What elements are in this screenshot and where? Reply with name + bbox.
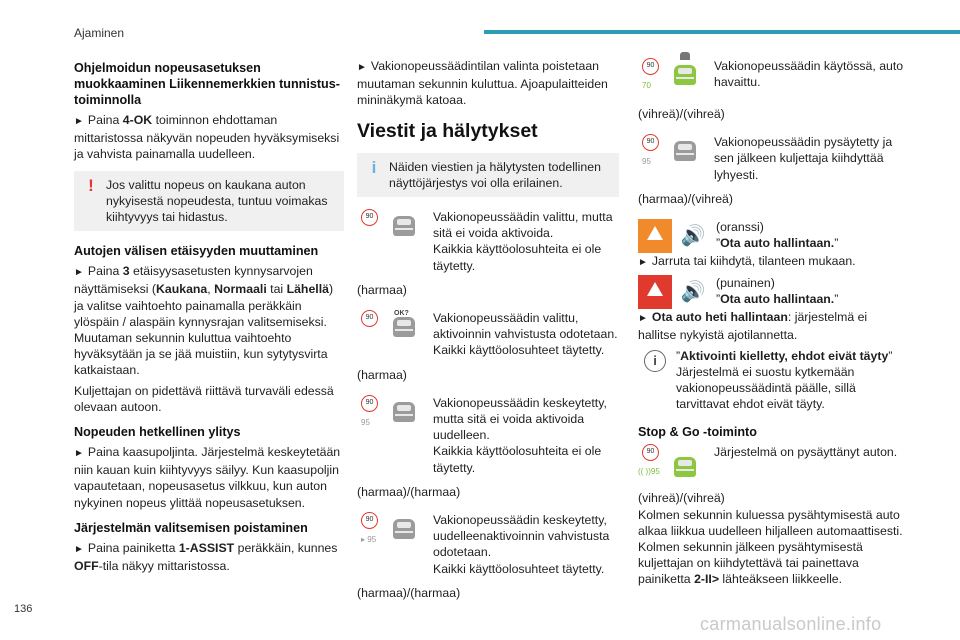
warning-triangle-icon xyxy=(638,219,672,253)
car-icon xyxy=(393,399,415,425)
watermark: carmanualsonline.info xyxy=(700,614,882,634)
warning-orange xyxy=(638,219,908,253)
warning-text: (punainen) ”Ota auto hallintaan.” xyxy=(716,276,839,307)
warning-triangle-icon xyxy=(638,275,672,309)
speed-limit-icon: 90 xyxy=(361,310,378,327)
speed-limit-icon: 90 xyxy=(361,512,378,529)
car-icon xyxy=(674,138,696,164)
paragraph: Kolmen sekunnin kuluessa pysähtymisestä auto alkaa liikkua uudelleen hiljalleen automaattisesti. Kolmen sekunnin jälkeen pysähtymisestä kuljettajan on kiihdytettävä tai painettava painiketta 2-II> lähteäkseen liikkeelle. xyxy=(638,507,903,587)
cruise-display-icon xyxy=(638,134,714,174)
message-text: Järjestelmä on pysäyttänyt auton. xyxy=(714,445,898,460)
paragraph: ► Ota auto heti hallintaan: järjestelmä ei hallitse nykyistä ajotilannetta. xyxy=(638,310,868,343)
section-heading: Stop & Go -toiminto xyxy=(638,425,757,440)
cruise-display-icon xyxy=(357,310,433,350)
warning-note: ! Jos valittu nopeus on kaukana auton nykyisestä nopeudesta, tuntuu voimakas kiihtyvyys tai hidastus. xyxy=(74,171,344,232)
car-icon xyxy=(674,454,696,480)
cruise-display-icon xyxy=(638,58,714,98)
cruise-message xyxy=(357,512,619,577)
paragraph: Kuljettajan on pidettävä riittävä turvaväli edessä olevaan autoon. xyxy=(74,383,334,414)
cruise-display-icon xyxy=(638,444,714,484)
arrow-bullet-icon: ► xyxy=(638,257,648,269)
paragraph: ► Jarruta tai kiihdytä, tilanteen mukaan. xyxy=(638,254,856,269)
message-text: Vakionopeussäädin keskeytetty, mutta sitä ei voida aktivoida uudelleen. Kaikkia käyttöolosuhteita ei ole täytetty. xyxy=(433,395,607,475)
paragraph: ► Vakionopeussäädintilan valinta poistetaan muutaman sekunnin kuluttua. Ajoapulaitteiden mininäkymä katoaa. xyxy=(357,59,608,108)
car-icon xyxy=(393,516,415,542)
state-label: (vihreä)/(vihreä) xyxy=(638,491,725,506)
paragraph: ► Paina 3 etäisyysasetusten kynnysarvojen näyttämiseksi (Kaukana, Normaali tai Lähellä) ja valitse vaihtoehto painamalla peräkkäin ylöspäin / alaspäin kynnysrajan valitsemiseksi. Muutaman sekunnin kuluttua vaihtoehto hyväksytään ja se jää muistiin, kun sytytysvirta katkaistaan. xyxy=(74,264,334,378)
column-2 xyxy=(357,58,619,613)
speed-limit-icon: 90 xyxy=(361,209,378,226)
arrow-bullet-icon: ► xyxy=(74,448,84,460)
set-speed-label: 95 xyxy=(642,157,651,167)
arrow-bullet-icon: ► xyxy=(357,62,367,73)
arrow-bullet-icon: ► xyxy=(74,543,84,555)
state-label: (harmaa)/(harmaa) xyxy=(357,585,461,600)
warning-red xyxy=(638,275,908,309)
info-note: i Näiden viestien ja hälytysten todellinen näyttöjärjestys voi olla erilainen. xyxy=(357,153,619,197)
cruise-message xyxy=(357,310,619,359)
cruise-display-icon xyxy=(357,512,433,552)
message-list xyxy=(357,209,619,601)
cruise-display-icon xyxy=(357,209,433,249)
message-text: Vakionopeussäädin keskeytetty, uudelleenaktivoinnin vahvistusta odotetaan. Kaikki käyttöolosuhteet täytetty. xyxy=(433,513,610,576)
cruise-message xyxy=(357,395,619,476)
speed-limit-icon: 90 xyxy=(361,395,378,412)
paragraph: ► Paina 4-OK toiminnon ehdottaman mittaristossa näkyvän nopeuden hyväksymiseksi ja vahvista painamalla uudelleen. xyxy=(74,113,340,162)
speaker-icon: 🔊 xyxy=(680,281,706,304)
ok-question-label: OK? xyxy=(394,310,409,318)
info-activation xyxy=(638,348,908,413)
arrow-bullet-icon: ► xyxy=(74,267,84,279)
speed-limit-icon: 90 xyxy=(642,444,659,461)
paragraph: ► Paina kaasupoljinta. Järjestelmä keskeytetään niin kauan kuin kiihtyvyys säilyy. Kun kaasupoljin vapautetaan, nopeusasetus vilkkuu, kun auton nykyinen nopeus ylittää nopeusasetuksen. xyxy=(74,445,341,510)
state-label: (vihreä)/(vihreä) xyxy=(638,107,725,121)
section-heading: Nopeuden hetkellinen ylitys xyxy=(74,425,241,440)
set-speed-label: ▸ 95 xyxy=(361,535,377,545)
cruise-message xyxy=(357,209,619,274)
message-text: Vakionopeussäädin valittu, mutta sitä ei voida aktivoida. Kaikkia käyttöolosuhteita ei ole täytetty. xyxy=(433,210,613,273)
cruise-display-icon xyxy=(357,395,433,435)
paragraph: ► Paina painiketta 1-ASSIST peräkkäin, kunnes OFF-tila näkyy mittaristossa. xyxy=(74,540,338,574)
info-activation-text: ”Aktivointi kielletty, ehdot eivät täyty” Järjestelmä ei suostu kytkemään vakionopeussäädintä päälle, sillä tarvittavat ehdot eivät täyty. xyxy=(676,348,893,412)
arrow-bullet-icon: ► xyxy=(638,313,648,325)
exclamation-icon: ! xyxy=(88,175,94,195)
stopgo-speed: (( ))95 xyxy=(638,467,660,477)
info-circle-icon: i xyxy=(644,350,666,372)
message-text: Vakionopeussäädin käytössä, auto havaittu. xyxy=(714,59,904,90)
state-label: (harmaa)/(harmaa) xyxy=(357,484,461,499)
set-speed-label: 95 xyxy=(361,417,370,427)
message-text: Vakionopeussäädin pysäytetty ja sen jälkeen kuljettaja kiihdyttää lyhyesti. xyxy=(714,135,893,182)
section-title: Viestit ja hälytykset xyxy=(357,119,538,142)
column-1 xyxy=(74,58,344,578)
section-heading: Autojen välisen etäisyyden muuttaminen xyxy=(74,244,319,259)
header-title: Ajaminen xyxy=(74,26,125,40)
section-heading: Järjestelmän valitsemisen poistaminen xyxy=(74,520,308,535)
header-bar xyxy=(484,30,960,34)
cruise-message xyxy=(638,134,908,183)
info-icon: i xyxy=(371,157,377,177)
message-list xyxy=(638,58,908,207)
warning-text: (oranssi) ”Ota auto hallintaan.” xyxy=(716,220,839,251)
set-speed-label: 70 xyxy=(642,81,651,90)
arrow-bullet-icon: ► xyxy=(74,116,84,127)
page-number: 136 xyxy=(14,603,33,615)
stopgo-message xyxy=(638,444,908,484)
speaker-icon: 🔊 xyxy=(680,225,706,248)
car-icon xyxy=(674,62,696,88)
speed-limit-icon: 90 xyxy=(642,134,659,151)
cruise-message xyxy=(638,58,908,98)
state-label: (harmaa) xyxy=(357,367,407,382)
car-icon xyxy=(393,213,415,239)
speed-limit-icon: 90 xyxy=(642,58,659,75)
section-heading: Ohjelmoidun nopeusasetuksen muokkaaminen Liikennemerkkien tunnistus-toiminnolla xyxy=(74,61,340,107)
state-label: (harmaa) xyxy=(357,282,407,297)
state-label: (harmaa)/(vihreä) xyxy=(638,191,733,206)
column-3 xyxy=(638,58,908,592)
car-icon xyxy=(393,310,415,340)
message-text: Vakionopeussäädin valittu, aktivoinnin vahvistusta odotetaan. Kaikki käyttöolosuhteet täytetty. xyxy=(433,311,618,358)
